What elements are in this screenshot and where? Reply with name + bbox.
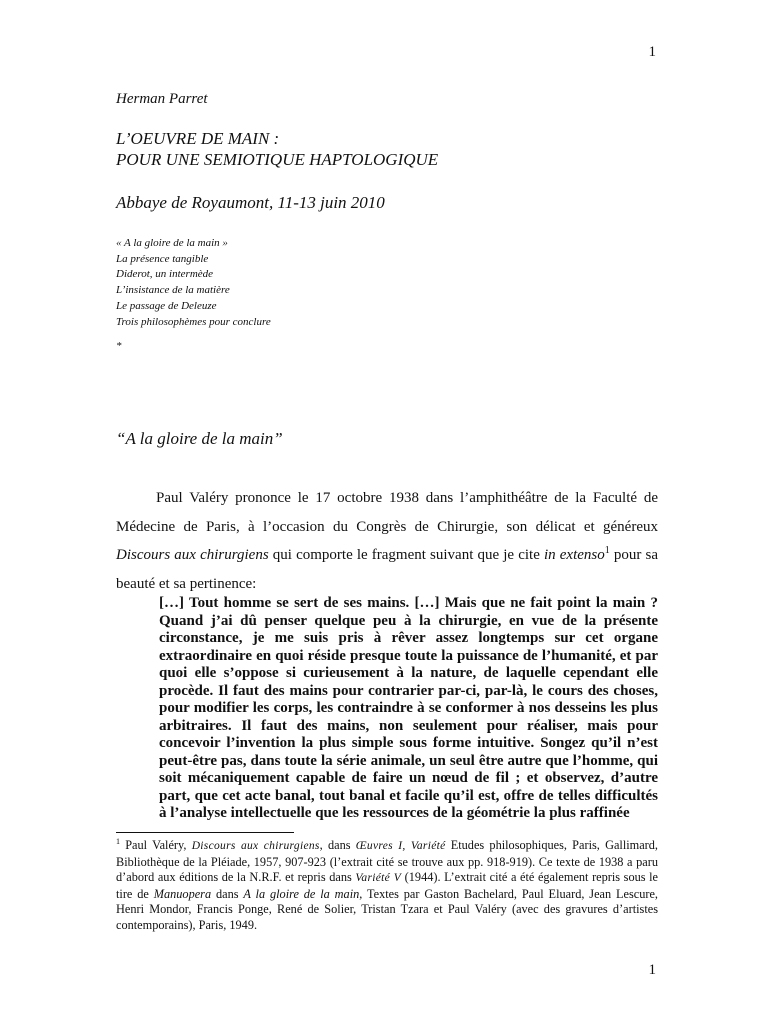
section-heading: “A la gloire de la main” (116, 429, 283, 448)
paragraph-text: Paul Valéry prononce le 17 octobre 1938 dans l’amphithéâtre de la Faculté de Médecine de Paris, à l’occasion du Congrès de Chirurgie, son délicat et généreux (116, 490, 658, 535)
footnote-title: Manuopera (153, 886, 212, 901)
page-number-bottom: 1 (648, 962, 656, 978)
footnote-text: Etudes philosophiques, Paris, Gallimard, Bibliothèque de la Pléiade, 1957, 907-923 (l’extrait cité se trouve aux pp. 918-919). Ce texte de 1938 a paru d’abord aux éditions de la N.R.F. et repris dans (116, 838, 658, 885)
footnote-divider (116, 832, 294, 833)
footnote-text: (1944). L’extrait cité a été également repris sous le tire de (116, 870, 659, 901)
block-quote: […] Tout homme se sert de ses mains. […] Mais que ne fait point la main ? Quand j’ai dû penser quelque peu à la chirurgie, en vue de la présente circonstance, je me suis pris à rêver assez longtemps sur cet organe extraordinaire en quoi réside presque toute la puissance de l’humanité, et par quoi elle s’oppose si curieusement à la nature, de laquelle cependant elle procède. Il faut des mains pour contrarier par-ci, par-là, le cours des choses, pour modifier les corps, les contraindre à se conformer à nos desseins les plus arbitraires. Il faut des mains, non seulement pour réaliser, mais pour concevoir l’invention la plus simple sous forme intuitive. Songez qu’il n’est peut-être pas, dans toute la série animale, un seul être autre que l’homme, qui soit mécaniquement capable de faire un nœud de fil ; et observez, d’autre part, que cet acte banal, tout banal et facile qu’il est, offre de telles difficultés à l’analyse intellectuelle que les ressources de la géométrie la plus raffinée (159, 595, 658, 821)
toc-item: Trois philosophèmes pour conclure (116, 315, 271, 328)
toc-item: La présence tangible (116, 252, 209, 265)
paper-title (116, 128, 438, 170)
paragraph-text: pour sa beauté et sa pertinence: (116, 547, 658, 592)
footnote (116, 838, 658, 934)
title-line-1: L’OEUVRE DE MAIN : (116, 129, 280, 148)
paragraph-text: qui comporte le fragment suivant que je cite (268, 547, 544, 563)
table-of-contents (116, 236, 271, 330)
footnote-title: A la gloire de la main (243, 886, 360, 901)
venue-line: Abbaye de Royaumont, 11-13 juin 2010 (116, 193, 385, 212)
footnote-number: 1 (116, 836, 120, 846)
footnote-text: , dans (319, 838, 356, 852)
footnote-title: Discours aux chirurgiens (191, 840, 320, 852)
toc-item: Le passage de Deleuze (116, 299, 217, 312)
latin-phrase: in extenso (543, 547, 605, 563)
footnote-text: Paul Valéry, (120, 838, 192, 852)
toc-item: « A la gloire de la main » (116, 237, 228, 249)
footnote-title: Œuvres I, Variété (355, 840, 446, 852)
footnote-text: dans (211, 886, 244, 901)
author-name: Herman Parret (116, 91, 208, 107)
toc-item: L’insistance de la matière (116, 284, 230, 297)
section-separator: * (116, 340, 122, 352)
toc-item: Diderot, un intermède (116, 268, 214, 281)
footnote-text: , Textes par Gaston Bachelard, Paul Eluard, Jean Lescure, Henri Mondor, Francis Ponge, René de Solier, Tristan Tzara et Paul Valéry (avec des gravures d’artistes contemporains), Paris, 1949. (116, 886, 658, 932)
title-line-2: POUR UNE SEMIOTIQUE HAPTOLOGIQUE (116, 150, 439, 169)
body-paragraph (116, 484, 658, 598)
footnote-reference[interactable]: 1 (604, 545, 610, 556)
footnote-title: Variété V (355, 872, 402, 885)
work-title: Discours aux chirurgiens (116, 547, 269, 563)
page-number-top: 1 (648, 44, 656, 60)
